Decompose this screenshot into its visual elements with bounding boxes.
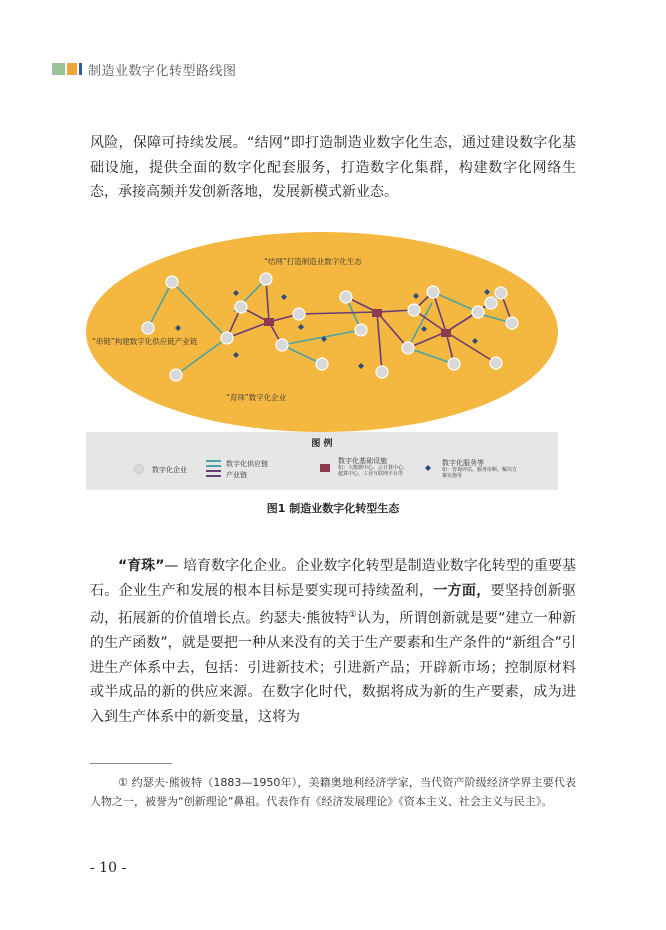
label-network: “结网”打造制造业数字化生态 (264, 257, 362, 266)
legend-service-label: 数字化服务等 (442, 459, 484, 467)
enterprise-node (142, 322, 154, 334)
footnote-marker[interactable]: ① (348, 610, 357, 620)
paragraph-1: 风险，保障可持续发展。“结网”即打造制造业数字化生态，通过建设数字化基础设施，提供全面的数字化配套服务，打造数字化集群，构建数字化网络生态，承接高频并发创新落地，发展新模式新业态。 (90, 135, 576, 200)
legend-enterprise-label: 数字化企业 (152, 466, 187, 474)
enterprise-node (170, 369, 182, 381)
para2-lead: “育珠” (118, 558, 165, 574)
legend-supply-label-2: 产业链 (226, 471, 247, 479)
para2-bold-mid: 一方面， (433, 582, 491, 599)
enterprise-node (260, 273, 272, 285)
enterprise-node (448, 358, 460, 370)
header-title: 制造业数字化转型路线图 (88, 63, 237, 79)
header-blue-bar (79, 63, 82, 75)
enterprise-node (506, 317, 518, 329)
para2-text-c: 认为，所谓创新就是要“建立一种新的生产函数”，就是要把一种从来没有的关于生产要素和生产条件的“新组合”引进生产体系中去，包括：引进新技术；引进新产品；开辟新市场；控制原材料或半成品的新的供应来源。在数字化时代，数据将成为新的生产要素，成为进入到生产体系中的新变量，这将为 (90, 610, 576, 725)
enterprise-node (293, 308, 305, 320)
infra-node (372, 309, 382, 317)
legend-service-icon (425, 465, 431, 471)
enterprise-node (316, 358, 328, 370)
enterprise-node (427, 286, 439, 298)
paragraph-2 (90, 554, 576, 729)
legend-supply-label-1: 数字化供应链 (226, 460, 268, 468)
legend-service-note: 如：咨询评估、服务诊断、解决方案实施等 (442, 467, 518, 479)
page-number: - 10 - (90, 860, 127, 876)
ecosystem-figure (86, 232, 558, 432)
enterprise-node (485, 297, 497, 309)
enterprise-node (402, 342, 414, 354)
legend-infra-note: 如：大数据中心、云计算中心、超算中心、工业互联网平台等 (338, 465, 409, 477)
header-orange-block (67, 63, 77, 75)
enterprise-node (408, 304, 420, 316)
legend-infra-icon (320, 464, 330, 472)
enterprise-node (276, 339, 288, 351)
enterprise-node (472, 306, 484, 318)
running-header (52, 60, 237, 78)
label-enterprise: “育珠”数字化企业 (226, 393, 287, 402)
enterprise-node (495, 287, 507, 299)
label-supply-chain: “串链”构建数字化供应链产业链 (92, 337, 198, 346)
para2-text-a: — 培育数字化企业。企业数字化转型是制造业数字化转型的重要基石。企业生产和发展的根本目标是要实现可持续盈利， (90, 558, 576, 599)
enterprise-node (376, 366, 388, 378)
infra-node (441, 329, 451, 337)
figure-legend (86, 432, 558, 490)
infra-node (264, 318, 274, 326)
enterprise-node (235, 301, 247, 313)
legend-infra-label: 数字化基础设施 (338, 457, 387, 465)
header-green-block (52, 63, 65, 75)
enterprise-node (221, 332, 233, 344)
enterprise-node (340, 291, 352, 303)
enterprise-node (355, 324, 367, 336)
footnote-divider (90, 763, 172, 764)
legend-title: 图 例 (311, 439, 333, 449)
enterprise-node (166, 276, 178, 288)
figure-caption: 图1 制造业数字化转型生态 (266, 502, 400, 515)
enterprise-node (490, 357, 502, 369)
footnote: ① 约瑟夫·熊彼特（1883—1950年），美籍奥地利经济学家，当代资产阶级经济学界主要代表人物之一，被誉为“创新理论”鼻祖。代表作有《经济发展理论》《资本主义、社会主义与民主》。 (90, 776, 576, 808)
para2-text-b: 要坚持创新驱动，拓展新的价值增长点。约瑟夫·熊彼特 (90, 582, 577, 627)
legend-node-icon (134, 464, 144, 474)
legend-symbols (86, 432, 558, 490)
